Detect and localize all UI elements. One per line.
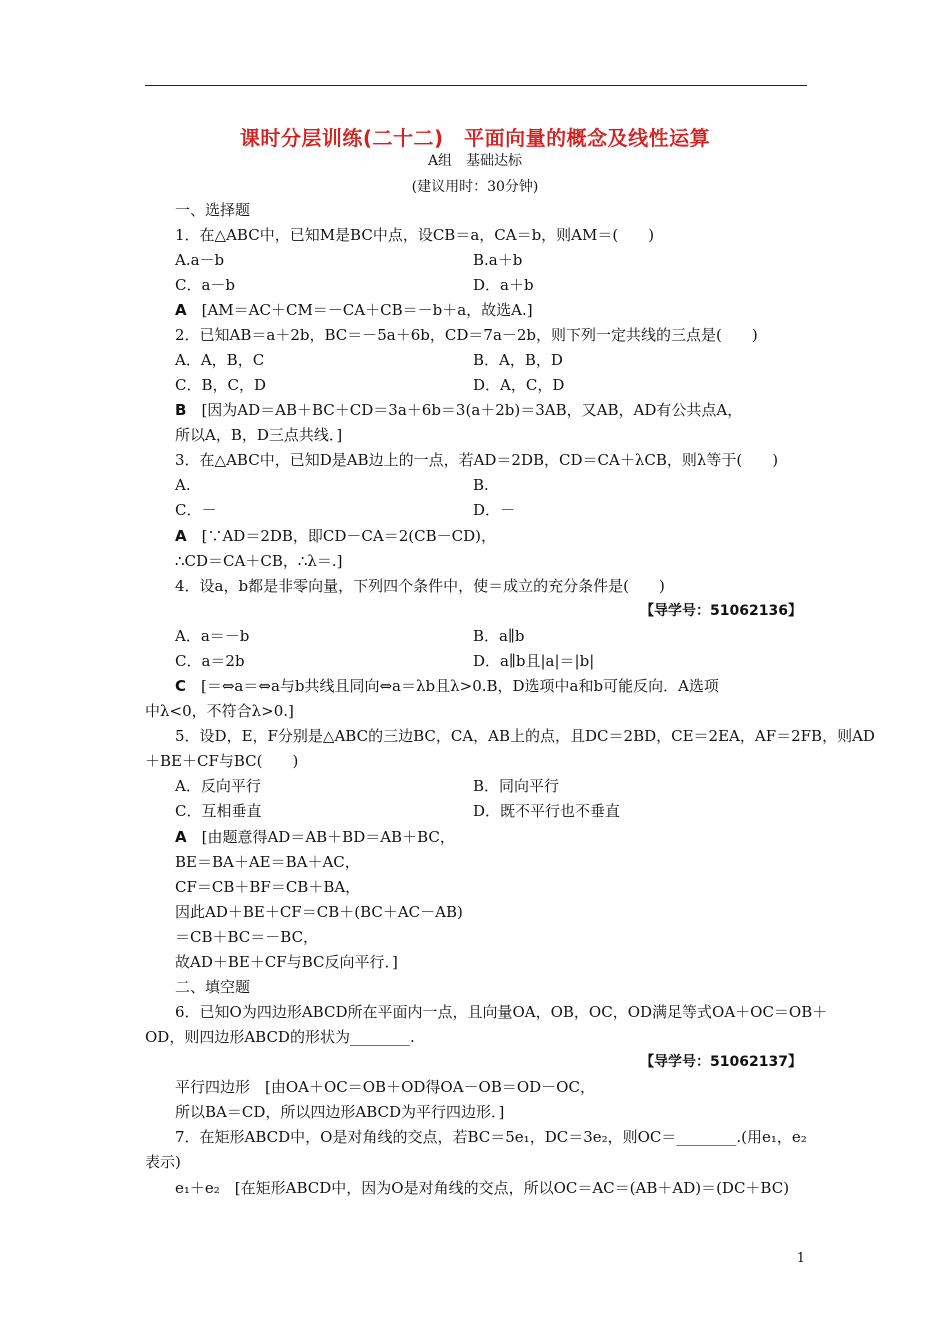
- q6-stem-cont: OD，则四边形ABCD的形状为________.: [145, 1028, 415, 1046]
- q5-option-a: A．反向平行: [175, 777, 261, 795]
- q4-option-c: C．a＝2b: [175, 652, 245, 670]
- q6-solution-cont: 所以BA＝CD，所以四边形ABCD为平行四边形．]: [175, 1103, 505, 1121]
- q4-option-b: B．a∥b: [473, 627, 525, 645]
- section-heading-choice: 一、选择题: [175, 201, 251, 219]
- q4-guide-number: 【导学号：51062136】: [640, 603, 802, 619]
- q5-option-b: B．同向平行: [473, 777, 560, 795]
- q7-stem-cont: 表示): [145, 1153, 181, 1171]
- q1-answer: A: [175, 301, 187, 319]
- q3-option-a: A.: [175, 476, 191, 494]
- q6-solution: 平行四边形 [由OA＋OC＝OB＋OD得OA－OB＝OD－OC，: [175, 1078, 595, 1096]
- page-number: 1: [796, 1251, 805, 1266]
- q3-option-d: D．－: [473, 501, 516, 519]
- q5-solution-line3: CF＝CB＋BF＝CB＋BA，: [175, 878, 361, 896]
- q5-answer: A: [175, 828, 187, 846]
- q4-option-a: A．a＝－b: [175, 627, 250, 645]
- q1-solution-text: [AM＝AC＋CM＝－CA＋CB＝－b＋a，故选A.]: [186, 301, 533, 319]
- q4-stem: 4．设a，b都是非零向量，下列四个条件中，使＝成立的充分条件是( ): [175, 577, 665, 595]
- q3-stem: 3．在△ABC中，已知D是AB边上的一点，若AD＝2DB，CD＝CA＋λCB，则λ等于( ): [175, 451, 779, 469]
- q1-option-a: A.a－b: [175, 251, 225, 269]
- q5-solution-line4: 因此AD＋BE＋CF＝CB＋(BC＋AC－AB): [175, 903, 463, 921]
- q6-stem: 6．已知O为四边形ABCD所在平面内一点，且向量OA，OB，OC，OD满足等式OA＋OC＝OB＋: [175, 1003, 828, 1021]
- q1-option-d: D．a＋b: [473, 276, 534, 294]
- q2-solution: [175, 400, 742, 420]
- q4-solution: [175, 676, 719, 696]
- q4-solution-cont: 中λ<0，不符合λ>0.]: [145, 702, 294, 720]
- q3-option-b: B.: [473, 476, 489, 494]
- q3-option-c: C．－: [175, 501, 217, 519]
- q1-option-c: C．a－b: [175, 276, 236, 294]
- q1-option-b: B.a＋b: [473, 251, 523, 269]
- q3-solution: [175, 526, 496, 546]
- q2-answer: B: [175, 401, 187, 419]
- q4-option-d: D．a∥b且|a|＝|b|: [473, 652, 595, 670]
- q5-solution-line6: 故AD＋BE＋CF与BC反向平行．]: [175, 953, 398, 971]
- q7-stem: 7．在矩形ABCD中，O是对角线的交点，若BC＝5e₁，DC＝3e₂，则OC＝________.(用e₁，e₂: [175, 1128, 807, 1146]
- q5-solution-text: [由题意得AD＝AB＋BD＝AB＋BC，: [186, 828, 455, 846]
- q1-solution: [175, 300, 533, 320]
- q2-stem: 2．已知AB＝a＋2b，BC＝－5a＋6b，CD＝7a－2b，则下列一定共线的三点是( ): [175, 326, 758, 344]
- q5-stem-cont: ＋BE＋CF与BC( ): [145, 752, 299, 770]
- q7-solution: e₁＋e₂ [在矩形ABCD中，因为O是对角线的交点，所以OC＝AC＝(AB＋AD)＝(DC＋BC): [175, 1179, 790, 1197]
- section-heading-fill: 二、填空题: [175, 978, 251, 996]
- q2-option-a: A．A，B，C: [175, 351, 265, 369]
- q3-solution-cont: ∴CD＝CA＋CB，∴λ＝.]: [175, 552, 343, 570]
- q2-option-c: C．B，C，D: [175, 376, 267, 394]
- page-title: 课时分层训练(二十二) 平面向量的概念及线性运算: [239, 126, 711, 150]
- q2-solution-text: [因为AD＝AB＋BC＋CD＝3a＋6b＝3(a＋2b)＝3AB，又AB，AD有公共点A，: [186, 401, 743, 419]
- q5-solution: [175, 827, 455, 847]
- q5-solution-line2: BE＝BA＋AE＝BA＋AC，: [175, 853, 360, 871]
- q4-solution-text: [＝⇔a＝⇔a与b共线且同向⇔a＝λb且λ>0.B，D选项中a和b可能反向．A选项: [186, 677, 719, 695]
- q2-option-b: B．A，B，D: [473, 351, 563, 369]
- suggested-time: (建议用时：30分钟): [411, 179, 539, 195]
- q5-option-d: D．既不平行也不垂直: [473, 802, 621, 820]
- q2-solution-cont: 所以A，B，D三点共线．]: [175, 426, 343, 444]
- q6-guide-number: 【导学号：51062137】: [640, 1054, 802, 1070]
- q3-answer: A: [175, 527, 187, 545]
- page-number-row: [0, 1248, 950, 1266]
- q2-option-d: D．A，C，D: [473, 376, 565, 394]
- header-rule: [145, 85, 807, 86]
- q4-answer: C: [175, 677, 187, 695]
- q3-solution-text: [∵AD＝2DB，即CD－CA＝2(CB－CD)，: [186, 527, 496, 545]
- q5-solution-line5: ＝CB＋BC＝－BC，: [175, 928, 319, 946]
- q5-option-c: C．互相垂直: [175, 802, 262, 820]
- group-label: A组 基础达标: [427, 153, 523, 169]
- q5-stem: 5．设D，E，F分别是△ABC的三边BC，CA，AB上的点，且DC＝2BD，CE＝2EA，AF＝2FB，则AD: [175, 727, 875, 745]
- q1-stem: 1．在△ABC中，已知M是BC中点，设CB＝a，CA＝b，则AM＝( ): [175, 226, 655, 244]
